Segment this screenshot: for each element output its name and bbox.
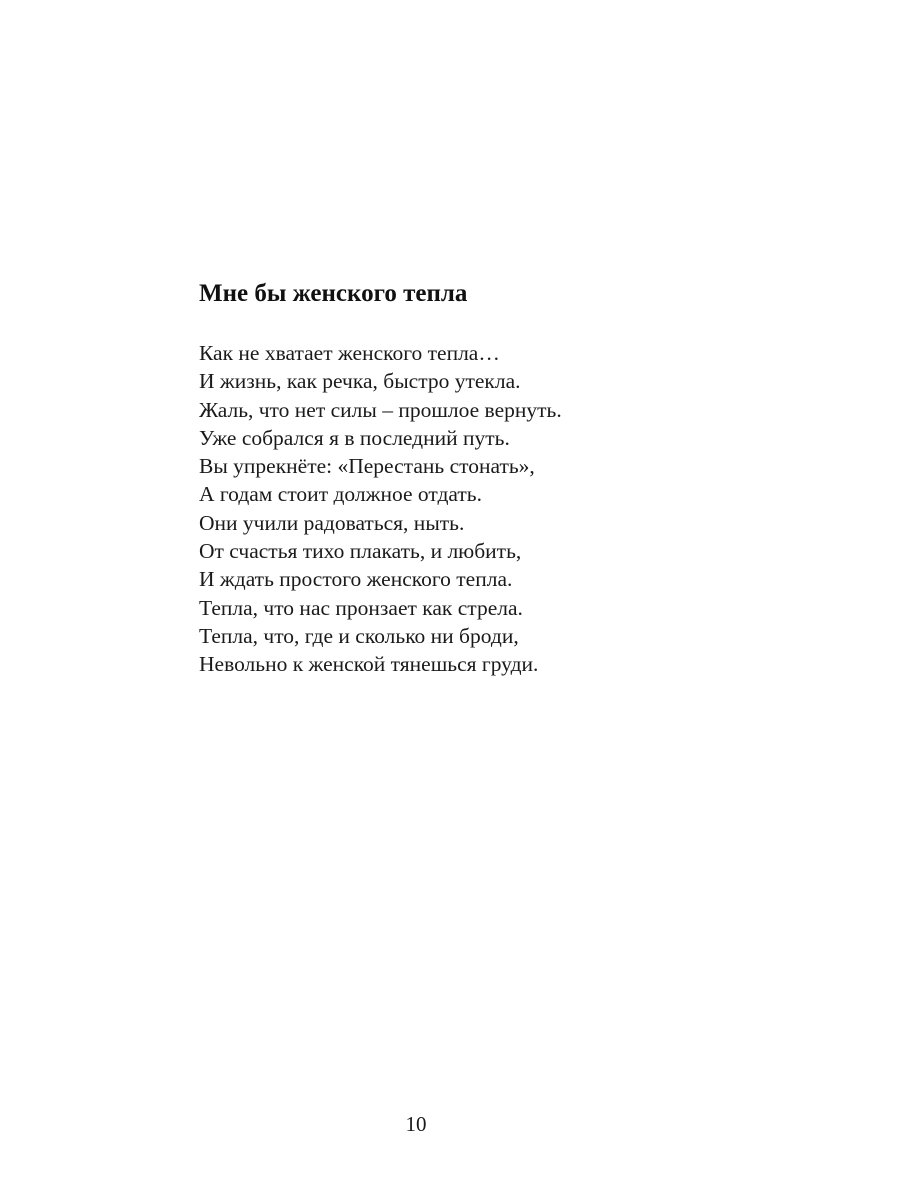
poem-line: И ждать простого женского тепла. bbox=[199, 567, 513, 592]
page-number: 10 bbox=[405, 1112, 427, 1136]
poem-line: А годам стоит должное отдать. bbox=[199, 482, 482, 507]
poem bbox=[199, 276, 759, 679]
poem-line: От счастья тихо плакать, и любить, bbox=[199, 539, 522, 564]
poem-body bbox=[199, 339, 759, 679]
poem-line: Тепла, что, где и сколько ни броди, bbox=[199, 623, 519, 648]
poem-line: Как не хватает женского тепла… bbox=[199, 341, 500, 365]
poem-line: Жаль, что нет силы – прошлое вернуть. bbox=[199, 397, 562, 422]
poem-line: Уже собрался я в последний путь. bbox=[199, 425, 510, 450]
poem-line: Тепла, что нас пронзает как стрела. bbox=[199, 595, 523, 620]
poem-line: И жизнь, как речка, быстро утекла. bbox=[199, 369, 521, 394]
poem-line: Невольно к женской тянешься груди. bbox=[199, 652, 539, 677]
poem-line: Они учили радоваться, ныть. bbox=[199, 510, 465, 535]
poem-line: Вы упрекнёте: «Перестань стонать», bbox=[199, 454, 535, 479]
poem-title: Мне бы женского тепла bbox=[199, 280, 468, 307]
